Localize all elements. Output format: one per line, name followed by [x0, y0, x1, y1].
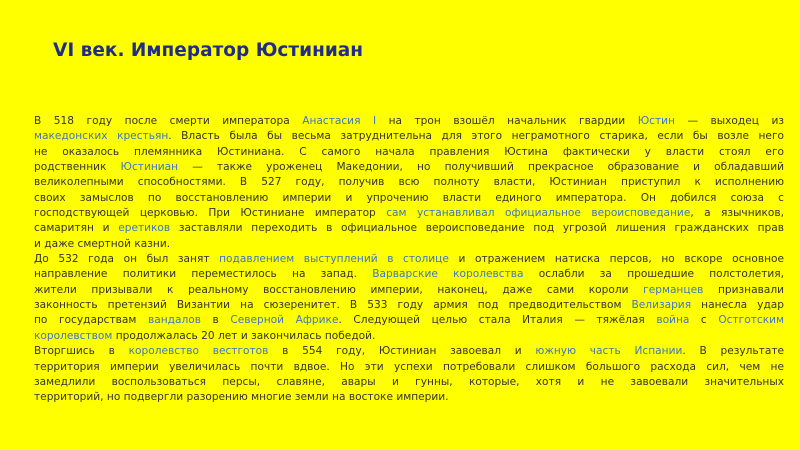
text-line: [34, 390, 784, 405]
text-run: родственник: [34, 161, 121, 174]
text-line: [34, 129, 784, 144]
text-run: в 554 году, Юстиниан завоевал и: [268, 345, 536, 358]
text-run: на трон взошёл начальник гвардии: [376, 115, 638, 127]
text-run: — выходец из: [674, 115, 784, 127]
text-run: великолепными способностями. В 527 году, получив всю полноту власти, Юстиниан приступил к исполнению: [34, 176, 784, 189]
text-run: заставляли переходить в официальное вероисповедание под угрозой лишения гражданских прав: [170, 222, 784, 235]
hyperlink[interactable]: южную часть Испании: [535, 345, 683, 358]
hyperlink[interactable]: подавлением выступлений в столице: [219, 253, 449, 266]
hyperlink[interactable]: Варварские королевства: [372, 268, 524, 281]
text-run: самаритян и: [34, 222, 119, 235]
text-run: законность претензий Византии на сюзеренитет. В 533 году армия под предводительством: [34, 299, 632, 312]
text-run: не оказалось племянника Юстиниана. С самого начала правления Юстина фактически у власти стоял его: [34, 145, 784, 158]
text-line: [34, 375, 784, 390]
text-line: [34, 252, 784, 267]
text-run: [108, 130, 118, 142]
hyperlink[interactable]: Остготским: [718, 314, 784, 327]
text-run: своих замыслов по восстановлению империи и упрочению власти единого императора. Он добился союза с: [34, 191, 784, 204]
hyperlink[interactable]: еретиков: [118, 222, 171, 235]
hyperlink[interactable]: королевством: [34, 329, 113, 342]
hyperlink[interactable]: македонских: [34, 130, 108, 143]
text-run: направление политики переместилось на запад.: [34, 268, 373, 281]
text-line: [34, 175, 784, 190]
text-run: . Власть была бы весьма затруднительна для этого неграмотного старика, если бы возле него: [168, 130, 784, 143]
text-run: господствующей церковью. При Юстиниане император: [34, 207, 387, 220]
text-run: территория империи увеличилась почти вдвое. Но эти успехи потребовали слишком большого расхода сил, чем не: [34, 360, 784, 373]
hyperlink[interactable]: вандалов: [147, 314, 201, 327]
text-line: [34, 298, 784, 313]
hyperlink[interactable]: королевство вестготов: [128, 345, 269, 358]
text-line: [34, 160, 784, 175]
text-run: В 518 году после смерти императора: [34, 115, 303, 127]
text-run: , а язычников,: [690, 207, 784, 220]
text-run: замедлили воспользоваться персы, славяне, авары и гунны, которые, хотя и не завоевали значительных: [34, 375, 784, 388]
hyperlink[interactable]: сам устанавливал официальное вероисповедание: [386, 207, 691, 220]
text-run: До 532 года он был занят: [34, 253, 220, 266]
slide-title: VI век. Император Юстиниан: [53, 40, 364, 61]
text-line: [34, 267, 784, 282]
hyperlink[interactable]: Северной Африке: [230, 314, 339, 327]
text-line: [34, 313, 784, 328]
text-line: [34, 237, 784, 252]
text-line: [34, 191, 784, 206]
text-run: территорий, но подвергли разорению многие земли на востоке империи.: [34, 391, 449, 404]
text-run: ослабли за прошедшие полстолетия,: [523, 268, 784, 281]
text-run: . В результате: [682, 345, 785, 358]
text-line: [34, 114, 784, 129]
text-run: продолжалась 20 лет и закончилась победой.: [112, 329, 376, 342]
text-run: в: [200, 314, 231, 327]
text-run: . Следующей целью стала Италия — тяжёлая: [338, 314, 657, 327]
text-run: и даже смертной казни.: [34, 237, 171, 250]
text-run: признавали: [703, 283, 784, 296]
text-line: [34, 283, 784, 298]
text-line: [34, 329, 784, 344]
text-line: [34, 221, 784, 236]
text-line: [34, 206, 784, 221]
text-run: и отражением натиска персов, но вскоре основное: [448, 253, 785, 266]
text-line: [34, 145, 784, 160]
hyperlink[interactable]: Велизария: [631, 299, 692, 312]
text-run: с: [689, 314, 719, 327]
hyperlink[interactable]: война: [656, 314, 690, 327]
text-line: [34, 344, 784, 359]
text-run: нанесла удар: [691, 299, 784, 312]
hyperlink[interactable]: Юстиниан: [120, 161, 179, 174]
hyperlink[interactable]: германцев: [643, 283, 704, 296]
body-text: [34, 114, 784, 406]
hyperlink[interactable]: Юстин: [637, 115, 675, 127]
text-run: — также уроженец Македонии, но получивший прекрасное образование и обладавший: [178, 161, 784, 174]
hyperlink[interactable]: крестьян: [117, 130, 169, 143]
text-run: Вторгшись в: [34, 345, 129, 358]
text-run: по государствам: [34, 314, 148, 327]
hyperlink[interactable]: Анастасия I: [302, 115, 377, 127]
text-run: жители призывали к реальному восстановлению империи, наконец, даже сами короли: [34, 283, 644, 296]
text-line: [34, 360, 784, 375]
